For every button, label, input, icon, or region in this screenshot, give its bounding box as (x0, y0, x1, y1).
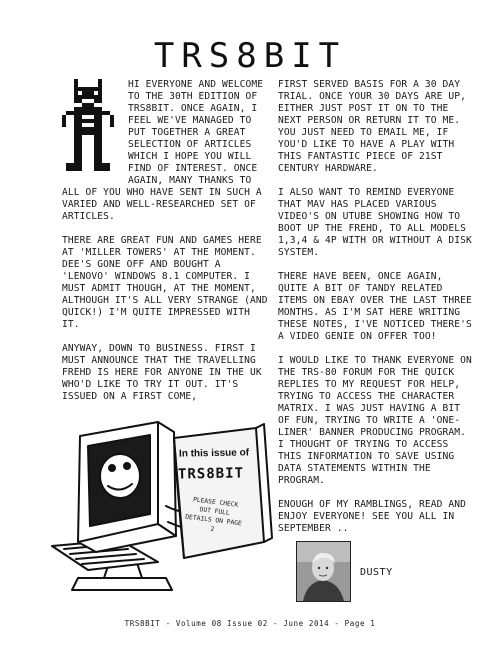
paragraph: HI EVERYONE AND WELCOME TO THE 30TH EDITION OF TRS8BIT. ONCE AGAIN, I FEEL WE'VE MANAGED TO PUT TOGETHER A GREAT SELECTION OF ARTICLES WHICH I HOPE YOU WILL FIND OF INTEREST. ONCE AGAIN, MANY THANKS TO ALL OF YOU WHO HAVE SENT IN SUCH A VARIED AND WELL-RESEARCHED SET OF ARTICLES. (62, 79, 264, 222)
computer-reading-paper-illustration (50, 410, 290, 600)
left-column (62, 79, 268, 415)
author-name: DUSTY (360, 567, 393, 578)
paragraph: THERE ARE GREAT FUN AND GAMES HERE AT 'MILLER TOWERS' AT THE MOMENT. DEE'S GONE OFF AND BOUGHT A 'LENOVO' WINDOWS 8.1 COMPUTER. I MUST ADMIT THOUGH, AT THE MOMENT, ALTHOUGH IT'S ALL VERY STRANGE (AND QUICK!) I'M QUITE IMPRESSED WITH IT. (62, 235, 268, 330)
paper-note: PLEASE CHECK OUT FULL DETAILS ON PAGE 2 (184, 496, 243, 534)
paragraph: ANYWAY, DOWN TO BUSINESS. FIRST I MUST ANNOUNCE THAT THE TRAVELLING FREHD IS HERE FOR ANYONE IN THE UK WHO'D LIKE TO TRY IT OUT. IT'S ISSUED ON A FIRST COME, (62, 343, 262, 402)
paragraph: I ALSO WANT TO REMIND EVERYONE THAT MAV HAS PLACED VARIOUS VIDEO'S ON UTUBE SHOWING HOW TO BOOT UP THE FREHD, TO ALL MODELS 1,3,4 & 4P WITH OR WITHOUT A DISK SYSTEM. (278, 187, 472, 258)
page-footer: TRS8BIT - Volume 08 Issue 02 - June 2014 - Page 1 (124, 619, 376, 628)
robot-pixel-art (62, 79, 120, 177)
page-title: TRS8BIT (153, 36, 347, 76)
paragraph: I WOULD LIKE TO THANK EVERYONE ON THE TRS-80 FORUM FOR THE QUICK REPLIES TO MY REQUEST FOR HELP, TRYING TO ACCESS THE CHARACTER MATRIX. I WAS JUST HAVING A BIT OF FUN, TRYING TO WRITE A 'ONE-LINER' BANNER PRODUCING PROGRAM. I THOUGHT OF TRYING TO ACCESS THIS INFORMATION TO SAVE USING DATA STATEMENTS WITHIN THE PROGRAM. (278, 355, 472, 486)
paragraph: FIRST SERVED BASIS FOR A 30 DAY TRIAL. ONCE YOUR 30 DAYS ARE UP, EITHER JUST POST IT ON TO THE NEXT PERSON OR RETURN IT TO ME. YOU JUST NEED TO EMAIL ME, IF YOU'D LIKE TO HAVE A PLAY WITH THIS FANTASTIC PIECE OF 21ST CENTURY HARDWARE. (278, 79, 467, 174)
paragraph: THERE HAVE BEEN, ONCE AGAIN, QUITE A BIT OF TANDY RELATED ITEMS ON EBAY OVER THE LAST THREE MONTHS. AS I'M SAT HERE WRITING THESE NOTES, I'VE NOTICED THERE'S A VIDEO GENIE ON OFFER TOO! (278, 271, 472, 342)
right-column (278, 79, 474, 547)
paper-heading: In this issue of (178, 447, 250, 460)
paragraph: ENOUGH OF MY RAMBLINGS, READ AND ENJOY EVERYONE! SEE YOU ALL IN SEPTEMBER .. (278, 499, 467, 534)
paper-brand: TRS8BIT (177, 465, 245, 483)
author-photo (296, 541, 351, 602)
